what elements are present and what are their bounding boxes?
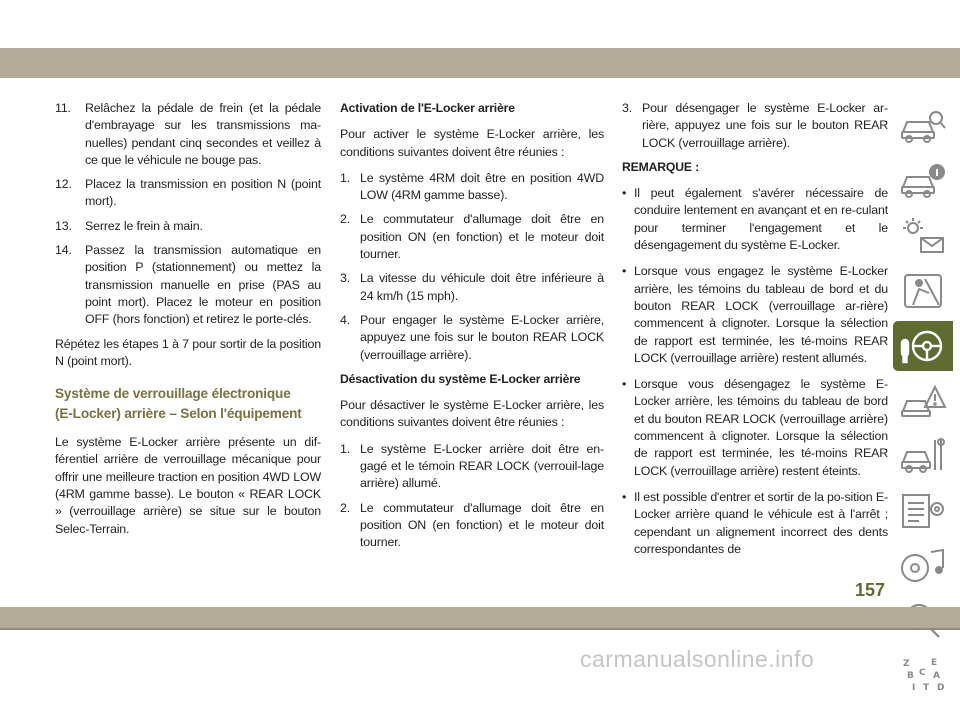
- bottom-band: [0, 607, 960, 629]
- index-letter: Z: [903, 659, 910, 669]
- car-info-icon: [899, 161, 947, 201]
- column-1: [55, 100, 321, 547]
- safety-icon: [899, 271, 947, 311]
- watermark: carmanualsonline.info: [580, 646, 815, 672]
- step-13: 13. Serrez le frein à main.: [55, 218, 203, 233]
- index-letter: T: [923, 683, 930, 693]
- section-intro: Le système E-Locker arrière présente un dif-férentiel arrière de verrouillage mécanique pour offrir une meilleure traction en position 4WD LOW (4RM gamme basse). Le bouton « REAR LOCK » (verrouillage arrière) se situe sur le bouton Selec-Terrain.: [55, 435, 321, 536]
- column-2: [340, 100, 604, 559]
- car-search-icon: [899, 106, 947, 146]
- tab-safety[interactable]: [893, 266, 953, 316]
- index-letter: D: [937, 683, 945, 693]
- page-number: 157: [855, 580, 886, 600]
- deactivation-intro: Pour désactiver le système E-Locker arrière, les conditions suivantes doivent être réunies :: [340, 398, 604, 430]
- specs-gear-icon: [899, 491, 947, 531]
- remark-bullet: • Il peut également s'avérer nécessaire de conduire lentement en avançant et en re-culant pour terminer l'engagement et le désengagement du système E-Locker.: [622, 186, 888, 253]
- activation-heading: Activation de l'E-Locker arrière: [340, 101, 515, 115]
- tab-maintenance[interactable]: [893, 431, 953, 481]
- deactivation-step-1: 1. Le système E-Locker arrière doit être en-gagé et le témoin REAR LOCK (verrouil-lage arrière) allumé.: [340, 441, 604, 491]
- index-letter: I: [912, 683, 916, 693]
- activation-intro: Pour activer le système E-Locker arrière, les conditions suivantes doivent être réunies :: [340, 127, 604, 159]
- dashboard-lights-icon: [899, 216, 947, 256]
- tab-index[interactable]: [893, 651, 953, 701]
- multimedia-icon: [899, 546, 947, 586]
- top-band: [0, 48, 960, 78]
- repeat-note: Répétez les étapes 1 à 7 pour sortir de la position N (point mort).: [55, 336, 321, 368]
- index-letter: C: [919, 668, 926, 678]
- deactivation-heading: Désactivation du système E-Locker arrière: [340, 371, 581, 386]
- tab-specifications[interactable]: [893, 486, 953, 536]
- remark-bullet: • Lorsque vous engagez le système E-Locker arrière, les témoins du tableau de bord et du bouton REAR LOCK (verrouillage ar-rière) commencent à clignoter. Lorsque la sélection de rapport est terminée, les té-moins REAR LOCK (verrouillage arrière) restent allumés.: [622, 264, 888, 365]
- bottom-divider: [0, 628, 960, 630]
- car-tools-icon: [899, 436, 947, 476]
- activation-step-2: 2. Le commutateur d'allumage doit être en position ON (en fonction) et le moteur doit tourner.: [340, 212, 604, 262]
- remark-bullet: • Lorsque vous désengagez le système E-Locker arrière, les témoins du tableau de bord et du bouton REAR LOCK (verrouillage arrière) commencent à clignoter. Lorsque la sélection de rapport est terminée, les té-moins REAR LOCK (verrouillage arrière) restent éteints.: [622, 377, 888, 478]
- warning-car-icon: [899, 381, 947, 421]
- tab-dashboard-lights[interactable]: [893, 211, 953, 261]
- tab-car-info[interactable]: [893, 156, 953, 206]
- step-14: 14. Passez la transmission automatique en position P (stationnement) ou mettez la transmission manuelle en prise (PAS au point mort). Placez le moteur en position OFF (hors fonction) et retirez le porte-clés.: [55, 243, 321, 327]
- tab-multimedia[interactable]: [893, 541, 953, 591]
- deactivation-step-2: 2. Le commutateur d'allumage doit être en position ON (en fonction) et le moteur doit tourner.: [340, 500, 604, 550]
- column-3: [622, 100, 888, 567]
- steering-wheel-key-icon: [899, 326, 947, 366]
- deactivation-step-3: 3. Pour désengager le système E-Locker ar-rière, appuyez une fois sur le bouton REAR LOCK (verrouillage arrière).: [622, 101, 888, 150]
- activation-step-1: 1. Le système 4RM doit être en position 4WD LOW (4RM gamme basse).: [340, 170, 604, 203]
- activation-step-4: 4. Pour engager le système E-Locker arrière, appuyez une fois sur le bouton REAR LOCK (verrouillage arrière).: [340, 312, 604, 362]
- section-title: Système de verrouillage électronique (E-Locker) arrière – Selon l'équipement: [55, 386, 302, 422]
- remark-heading: REMARQUE :: [622, 159, 700, 174]
- remark-bullet: • Il est possible d'entrer et sortir de la po-sition E-Locker arrière quand le véhicule est à l'arrêt ; cependant un alignement incorrect des dents correspondantes de: [622, 489, 888, 556]
- activation-step-3: 3. La vitesse du véhicule doit être inférieure à 24 km/h (15 mph).: [340, 271, 604, 303]
- step-12: 12. Placez la transmission en position N (point mort).: [55, 177, 321, 209]
- step-11: 11. Relâchez la pédale de frein (et la pédale d'embrayage sur les transmissions ma-nuelles) pendant cinq secondes et veillez à ce que le véhicule ne bouge pas.: [55, 101, 321, 167]
- index-letter: E: [931, 658, 938, 668]
- tab-car-search[interactable]: [893, 101, 953, 151]
- index-letters-icon: [899, 656, 947, 696]
- tab-starting-operating[interactable]: [893, 321, 953, 371]
- index-letter: A: [933, 671, 940, 681]
- index-letter: B: [907, 671, 914, 681]
- tab-warning[interactable]: [893, 376, 953, 426]
